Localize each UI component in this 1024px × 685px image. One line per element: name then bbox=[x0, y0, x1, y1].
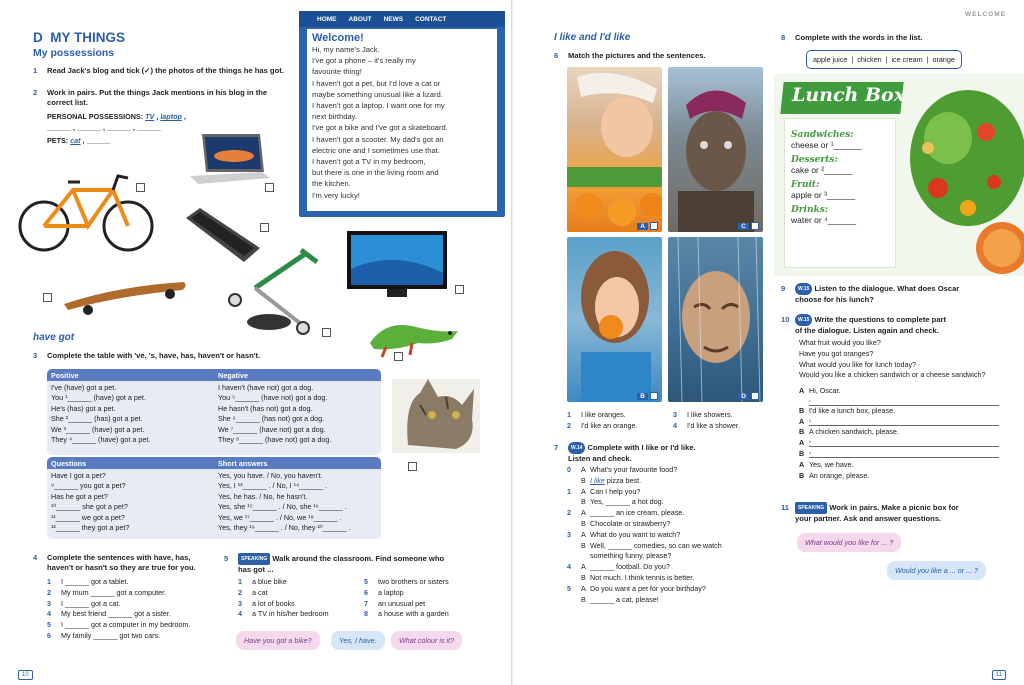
item-number: 4 bbox=[238, 609, 242, 619]
table-cell[interactable]: She ⁶______ (has not) got a dog. bbox=[218, 414, 325, 424]
running-header: WELCOME bbox=[965, 11, 1006, 18]
exercise-5-items-right bbox=[364, 577, 449, 620]
exercise-10-dialogue bbox=[799, 386, 999, 481]
answer-box-a[interactable] bbox=[650, 222, 658, 230]
dialogue-line[interactable] bbox=[567, 530, 722, 541]
blog-line: I haven't got a pet, but I'd love a cat or bbox=[312, 78, 441, 88]
speaker: B bbox=[581, 497, 586, 507]
speech-bubble-11a: What would you like for ... ? bbox=[797, 533, 901, 552]
speaker bbox=[799, 397, 809, 406]
lunch-item[interactable] bbox=[791, 180, 862, 200]
line-text: What's your favourite food? bbox=[590, 465, 678, 474]
exercise-5-items-left bbox=[238, 577, 329, 620]
item-number: 7 bbox=[364, 598, 368, 608]
blog-line: favourite thing! bbox=[312, 67, 362, 77]
line-text: Hi, Oscar. bbox=[809, 386, 841, 395]
table-cell[interactable]: We ³______ (have) got a pet. bbox=[51, 424, 145, 434]
speaker: A bbox=[581, 465, 586, 474]
exercise-10-questions bbox=[799, 338, 985, 381]
exercise-8: 8 Complete with the words in the list. bbox=[781, 33, 923, 42]
line-number: 1 bbox=[567, 486, 571, 496]
answer-laptop[interactable]: laptop bbox=[160, 112, 182, 121]
speaker: A bbox=[799, 459, 805, 469]
speech-bubble-question: Have you got a bike? bbox=[236, 631, 320, 650]
item-number: 6 bbox=[364, 587, 368, 597]
exercise-4-item[interactable] bbox=[47, 588, 190, 599]
dialogue-line[interactable] bbox=[567, 573, 722, 584]
line-text: ⁴ bbox=[809, 449, 999, 458]
table-cell[interactable]: Yes, we ¹⁷______ . / No, we ¹⁸______ . bbox=[218, 512, 342, 522]
dialogue-line[interactable] bbox=[799, 406, 999, 417]
nav-home[interactable]: HOME bbox=[317, 15, 337, 23]
example-answer: I like bbox=[590, 475, 605, 485]
exercise-3: 3 Complete the table with 've, 's, have, has, haven't or hasn't. bbox=[33, 351, 261, 360]
item-text: My best friend ______ got a sister. bbox=[61, 609, 171, 619]
item-number: 6 bbox=[47, 630, 51, 640]
lunch-item-text: apple or ³______ bbox=[791, 190, 856, 200]
right-section-title: I like and I'd like bbox=[554, 32, 631, 43]
photo-a-boy-oranges: A bbox=[567, 67, 662, 232]
item-text: I ______ got a cat. bbox=[61, 598, 121, 608]
blog-line: I haven't got a laptop. I want one for my bbox=[312, 101, 445, 111]
line-number: 0 bbox=[567, 465, 571, 474]
lunch-item[interactable] bbox=[791, 205, 862, 225]
exercise-4-item[interactable] bbox=[47, 620, 190, 631]
item-number: 3 bbox=[238, 598, 242, 608]
exercise-4-item[interactable] bbox=[47, 631, 190, 642]
speaker: B bbox=[581, 540, 586, 550]
exercise-9: 9 W.15 Listen to the dialogue. What does Oscar choose for his lunch? bbox=[781, 284, 960, 304]
blog-text bbox=[312, 44, 492, 201]
table-cell[interactable]: Have I got a pet? bbox=[51, 471, 106, 480]
table-cell[interactable]: I haven't (have not) got a dog. bbox=[218, 383, 314, 392]
item-text: a TV in his/her bedroom bbox=[252, 609, 329, 619]
photo-d-man-shower: D bbox=[668, 237, 763, 402]
lunch-box-items bbox=[791, 130, 862, 230]
speaker: B bbox=[581, 594, 586, 604]
lunch-item-text: cheese or ¹______ bbox=[791, 140, 862, 150]
speech-bubble-answer: Yes, I have. bbox=[331, 631, 385, 650]
table-cell[interactable]: They ⁴______ (have) got a pet. bbox=[51, 435, 151, 445]
line-number: 4 bbox=[567, 562, 571, 572]
blog-line: electric one and I sometimes use that. bbox=[312, 145, 440, 155]
speaker: A bbox=[799, 438, 805, 448]
dialogue-line[interactable] bbox=[799, 460, 999, 471]
speaker: B bbox=[799, 470, 805, 480]
item-text: a lot of books bbox=[252, 598, 295, 608]
exercise-5-item bbox=[238, 577, 329, 588]
speaker: B bbox=[581, 475, 586, 485]
lunch-item-label: Sandwiches: bbox=[791, 130, 854, 140]
exercise-4-item[interactable] bbox=[47, 599, 190, 610]
page-number-right: 11 bbox=[992, 670, 1006, 680]
item-text: a laptop bbox=[378, 587, 404, 597]
questions-header: Questions bbox=[51, 458, 87, 468]
item-number: 2 bbox=[238, 587, 242, 597]
right-page bbox=[513, 0, 1024, 685]
tick-box-skateboard[interactable] bbox=[43, 293, 52, 302]
tick-box-tv[interactable] bbox=[455, 285, 464, 294]
item-number: 5 bbox=[47, 620, 51, 630]
item-number: 2 bbox=[47, 587, 51, 597]
item-number: 5 bbox=[364, 577, 368, 586]
lunch-item[interactable] bbox=[791, 155, 862, 175]
table-cell[interactable]: He's (has) got a pet. bbox=[51, 403, 116, 413]
exercise-5-item bbox=[364, 577, 449, 588]
table-cell[interactable]: ¹⁰______ she got a pet? bbox=[51, 502, 128, 512]
exercise-5-item bbox=[238, 588, 329, 599]
line-text: Do you want a pet for your birthday? bbox=[590, 583, 706, 593]
item-text: an unusual pet bbox=[378, 598, 426, 608]
exercise-10: 10 W.15 Write the questions to complete part of the dialogue. Listen again and check. bbox=[781, 315, 947, 335]
tick-box-cat[interactable] bbox=[408, 462, 417, 471]
tick-box-laptop[interactable] bbox=[265, 183, 274, 192]
table-cell[interactable]: ⁹______ you got a pet? bbox=[51, 481, 126, 491]
line-text: pizza best. bbox=[604, 475, 642, 485]
dialogue-line[interactable] bbox=[567, 508, 722, 519]
dialogue-line[interactable] bbox=[799, 417, 999, 428]
table-cell[interactable]: Yes, I ¹³______ . / No, I ¹⁴______ . bbox=[218, 481, 328, 491]
blog-nav bbox=[299, 11, 505, 27]
exercise-5: 5 SPEAKING Walk around the classroom. Find someone who has got ... bbox=[224, 554, 445, 574]
table-cell[interactable]: ¹¹______ we got a pet? bbox=[51, 512, 125, 522]
item-text: a cat bbox=[252, 587, 268, 597]
dialogue-line[interactable] bbox=[567, 595, 722, 606]
dialogue-line[interactable] bbox=[799, 438, 999, 449]
exercise-7: 7 W.14 Complete with I like or I'd like. Listen and check. bbox=[554, 443, 696, 463]
table-cell[interactable]: Has he got a pet? bbox=[51, 491, 108, 501]
positive-header: Positive bbox=[51, 370, 79, 380]
speaker: A bbox=[581, 529, 586, 539]
table-cell[interactable]: Yes, they ¹⁹______ . / No, they ²⁰______ . bbox=[218, 523, 351, 533]
cat-photo bbox=[386, 375, 484, 455]
line-text: ______ a cat, please! bbox=[590, 594, 659, 604]
question-option: Would you like a chicken sandwich or a cheese sandwich? bbox=[799, 370, 986, 380]
speech-bubble-followup: What colour is it? bbox=[391, 631, 462, 650]
answer-tv[interactable]: TV bbox=[145, 112, 155, 121]
section-heading: D MY THINGS bbox=[33, 30, 126, 45]
exercise-1: 1 Read Jack's blog and tick (✓) the photos of the things he has got. bbox=[33, 66, 284, 75]
photo-b-girl-orange: B bbox=[567, 237, 662, 402]
word-list-box: apple juice | chicken | ice cream | orange bbox=[806, 50, 962, 69]
dialogue-line[interactable] bbox=[567, 519, 722, 530]
line-text: Yes, we have. bbox=[809, 459, 854, 469]
line-text: What do you want to watch? bbox=[590, 529, 681, 539]
blog-line: I haven't got a scooter. My dad's got an bbox=[312, 134, 444, 144]
tick-box-bike[interactable] bbox=[136, 183, 145, 192]
grammar-table-affirmative bbox=[47, 369, 381, 455]
skateboard-photo bbox=[58, 278, 190, 318]
item-text: I ______ got a tablet. bbox=[61, 577, 129, 586]
lunch-item-label: Fruit: bbox=[791, 180, 820, 190]
exercise-6: 6 Match the pictures and the sentences. bbox=[554, 51, 706, 60]
line-text: Yes, ______ a hot dog. bbox=[590, 497, 664, 507]
table-cell[interactable]: Yes, you have. / No, you haven't. bbox=[218, 471, 323, 480]
audio-track-badge-10[interactable]: W.15 bbox=[795, 314, 812, 326]
lunch-box-panel bbox=[774, 74, 1024, 276]
speaker: A bbox=[581, 562, 586, 572]
blog-line: I haven't got a TV in my bedroom, bbox=[312, 157, 426, 167]
line-text: ______ football. Do you? bbox=[590, 562, 670, 572]
nav-news[interactable]: NEWS bbox=[383, 15, 404, 23]
question-option: What would you like for lunch today? bbox=[799, 359, 917, 369]
photo-c-muddy-boy: C bbox=[668, 67, 763, 232]
positive-column bbox=[47, 383, 214, 445]
exercise-4-item[interactable] bbox=[47, 577, 190, 588]
table-cell[interactable]: Yes, he has. / No, he hasn't. bbox=[218, 491, 308, 501]
item-text: two brothers or sisters bbox=[378, 577, 449, 586]
question-option: Have you got oranges? bbox=[799, 348, 874, 358]
blog-line: next birthday. bbox=[312, 112, 358, 122]
questions-column bbox=[47, 471, 214, 533]
tick-box-lizard[interactable] bbox=[394, 352, 403, 361]
table-cell[interactable]: ¹²______ they got a pet? bbox=[51, 523, 130, 533]
dialogue-line[interactable] bbox=[567, 562, 722, 573]
blog-line: but there is one in the living room and bbox=[312, 168, 439, 178]
dialogue-line[interactable] bbox=[567, 487, 722, 498]
exercise-5-item bbox=[364, 599, 449, 610]
line-number: 2 bbox=[567, 508, 571, 518]
line-text: something funny, please? bbox=[590, 551, 672, 561]
line-text: ³ bbox=[809, 438, 999, 447]
item-text: I ______ got a computer in my bedroom. bbox=[61, 620, 191, 630]
nav-contact[interactable]: CONTACT bbox=[415, 15, 447, 23]
dialogue-line[interactable] bbox=[799, 386, 999, 397]
speaker: A bbox=[581, 508, 586, 518]
dialogue-line[interactable] bbox=[567, 541, 722, 552]
speech-bubble-11b: Would you like a ... or ... ? bbox=[887, 561, 986, 580]
grammar-table-questions bbox=[47, 457, 381, 539]
exercise-4-item[interactable] bbox=[47, 609, 190, 620]
audio-track-badge[interactable]: W.14 bbox=[568, 442, 585, 454]
exercise-5-item bbox=[364, 588, 449, 599]
line-text: ______ an ice cream, please. bbox=[590, 508, 685, 518]
laptop-photo bbox=[188, 132, 270, 190]
dialogue-line[interactable] bbox=[567, 465, 722, 476]
blog-line: I'm very lucky! bbox=[312, 190, 360, 200]
short-answers-column bbox=[214, 471, 381, 533]
item-text: My mum ______ got a computer. bbox=[61, 587, 167, 597]
line-text: An orange, please. bbox=[809, 470, 870, 480]
table-cell[interactable]: I've (have) got a pet. bbox=[51, 383, 117, 392]
answer-box-c[interactable] bbox=[751, 222, 759, 230]
dialogue-line[interactable] bbox=[567, 584, 722, 595]
exercise-6-items-left: 1 I like oranges. 2 I'd like an orange. bbox=[567, 410, 638, 430]
exercise-5-item bbox=[238, 609, 329, 620]
grammar-heading: have got bbox=[33, 332, 75, 343]
blog-line: maybe something unusual like a lizard. bbox=[312, 89, 443, 99]
table-cell[interactable]: You ¹______ (have) got a pet. bbox=[51, 393, 146, 403]
line-number: 5 bbox=[567, 583, 571, 593]
possessions-list: PERSONAL POSSESSIONS: TV , laptop , ______ , ______ , ______ , ______ bbox=[47, 112, 186, 132]
item-text: a blue bike bbox=[252, 577, 287, 586]
exercise-2: 2 Work in pairs. Put the things Jack mentions in his blog in the correct list. bbox=[33, 88, 268, 107]
exercise-11: 11 SPEAKING Work in pairs. Make a picnic box for your partner. Ask and answer questions. bbox=[781, 503, 959, 523]
answer-cat[interactable]: cat bbox=[70, 136, 81, 145]
speaker: B bbox=[581, 572, 586, 582]
speaker: A bbox=[581, 486, 586, 496]
tick-box-scooter[interactable] bbox=[322, 328, 331, 337]
salad-photo bbox=[898, 78, 1024, 274]
line-text: I'd like a lunch box, please. bbox=[809, 405, 896, 415]
speaker: A bbox=[581, 583, 586, 593]
dialogue-line[interactable] bbox=[799, 397, 999, 406]
lunch-item-text: water or ⁴______ bbox=[791, 215, 857, 225]
table-cell[interactable]: We ⁷______ (have not) got a dog. bbox=[218, 424, 326, 434]
lunch-item[interactable] bbox=[791, 130, 862, 150]
answer-box-b[interactable] bbox=[650, 392, 658, 400]
question-option: What fruit would you like? bbox=[799, 338, 881, 347]
line-text: ² bbox=[809, 417, 999, 426]
item-number: 1 bbox=[47, 577, 51, 586]
speaker: B bbox=[799, 448, 805, 458]
line-text: Well, ______ comedies, so can we watch bbox=[590, 540, 722, 550]
exercise-5-item bbox=[364, 609, 449, 620]
dialogue-line[interactable] bbox=[799, 449, 999, 460]
line-number: 3 bbox=[567, 529, 571, 539]
line-text: Not much. I think tennis is better. bbox=[590, 572, 695, 582]
speaker: B bbox=[581, 518, 586, 528]
dialogue-line[interactable] bbox=[567, 497, 722, 508]
blog-line: I've got a bike and I've got a skateboard. bbox=[312, 123, 448, 133]
pets-list: PETS: cat , ______ bbox=[47, 136, 111, 145]
lunch-item-label: Drinks: bbox=[791, 205, 829, 215]
lunch-box-title: Lunch Box bbox=[792, 84, 906, 106]
blog-post bbox=[307, 29, 497, 211]
line-text: Can I help you? bbox=[590, 486, 641, 496]
speaking-badge-11: SPEAKING bbox=[795, 502, 827, 514]
page-number-left: 10 bbox=[18, 670, 33, 680]
item-number: 8 bbox=[364, 609, 368, 619]
item-number: 4 bbox=[47, 609, 51, 619]
table-cell[interactable]: She ²______ (has) got a pet. bbox=[51, 414, 143, 424]
answer-box-d[interactable] bbox=[751, 392, 759, 400]
blog-line: I've got a phone – it's really my bbox=[312, 56, 416, 66]
scooter-photo bbox=[225, 248, 325, 340]
dialogue-line[interactable] bbox=[567, 551, 722, 562]
bike-photo bbox=[18, 168, 158, 256]
exercise-4-items bbox=[47, 577, 190, 642]
item-number: 3 bbox=[47, 598, 51, 608]
blog-title: Welcome! bbox=[312, 32, 364, 44]
speaker: A bbox=[799, 386, 805, 395]
blog-line: Hi, my name's Jack. bbox=[312, 45, 380, 54]
dialogue-line[interactable] bbox=[799, 471, 999, 482]
lunch-item-label: Desserts: bbox=[791, 155, 838, 165]
audio-track-badge-9[interactable]: W.15 bbox=[795, 283, 812, 295]
blog-line: the kitchen. bbox=[312, 179, 351, 189]
exercise-5-item bbox=[238, 599, 329, 610]
lunch-item-text: cake or ²______ bbox=[791, 165, 853, 175]
exercise-6-items-right: 3 I like showers. 4 I'd like a shower. bbox=[673, 410, 740, 430]
line-text: ¹ bbox=[809, 397, 999, 406]
speaking-badge: SPEAKING bbox=[238, 553, 270, 565]
tv-photo bbox=[345, 229, 451, 301]
nav-about[interactable]: ABOUT bbox=[348, 15, 372, 23]
section-subtitle: My possessions bbox=[33, 47, 115, 59]
table-cell[interactable]: Yes, she ¹⁵______ . / No, she ¹⁶______ . bbox=[218, 502, 347, 512]
item-number: 1 bbox=[238, 577, 242, 586]
dialogue-line[interactable] bbox=[567, 476, 722, 487]
negative-column bbox=[214, 383, 381, 445]
table-cell[interactable]: They ⁸______ (have not) got a dog. bbox=[218, 435, 332, 445]
table-cell[interactable]: You ⁵______ (have not) got a dog. bbox=[218, 393, 328, 403]
speaker: B bbox=[799, 405, 805, 415]
tick-box-phone[interactable] bbox=[260, 223, 269, 232]
line-text: A chicken sandwich, please. bbox=[809, 427, 899, 437]
item-text: a house with a garden bbox=[378, 609, 449, 619]
short-answers-header: Short answers bbox=[218, 458, 268, 468]
line-text: Chocolate or strawberry? bbox=[590, 518, 671, 528]
item-text: My family ______ got two cars. bbox=[61, 630, 161, 640]
exercise-7-dialogue bbox=[567, 465, 722, 605]
speaker: A bbox=[799, 416, 805, 426]
table-cell[interactable]: He hasn't (has not) got a dog. bbox=[218, 403, 313, 413]
exercise-4: 4 Complete the sentences with have, has, haven't or hasn't so they are true for you. bbox=[33, 553, 196, 572]
lizard-photo bbox=[366, 313, 464, 359]
blog-panel bbox=[299, 11, 505, 217]
speaker: B bbox=[799, 427, 805, 437]
negative-header: Negative bbox=[218, 370, 248, 380]
dialogue-line[interactable] bbox=[799, 427, 999, 438]
